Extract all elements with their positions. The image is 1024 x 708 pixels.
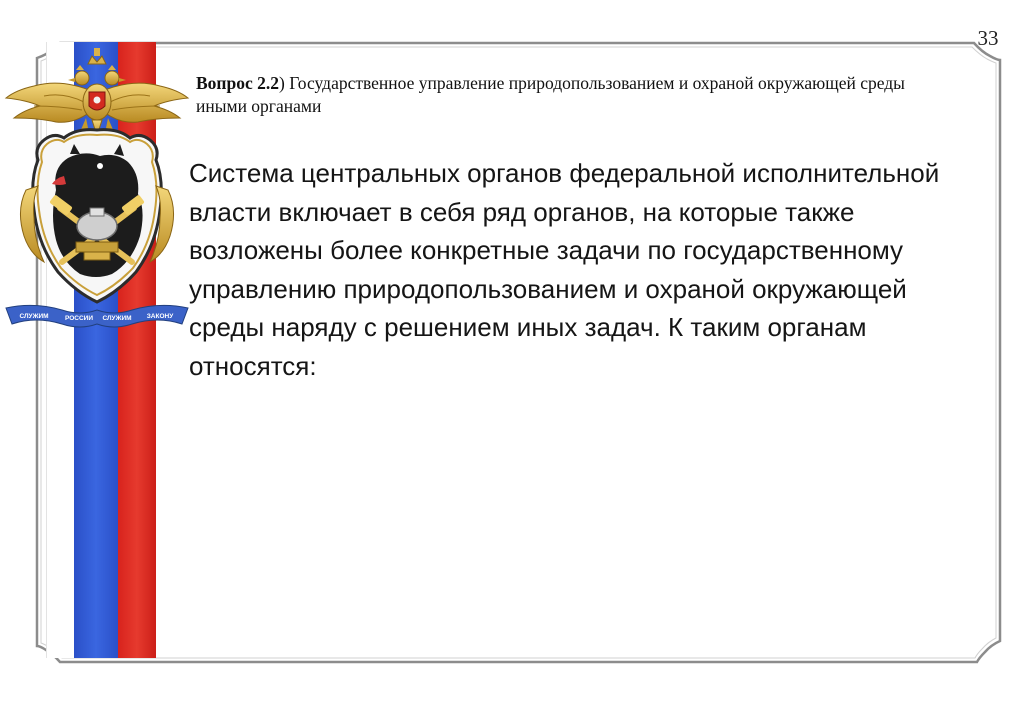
svg-text:ЗАКОНУ: ЗАКОНУ <box>146 313 174 320</box>
question-heading <box>196 72 916 118</box>
question-paren: ) <box>279 73 285 93</box>
body-paragraph: Система центральных органов федеральной исполнительной власти включает в себя ряд органов, на которые также возложены более конкретные задачи по государственному управлению природопользованием и охраной окружающей среды наряду с решением иных задач. К таким органам относятся: <box>189 158 940 381</box>
emblem-bear-shield-icon <box>4 40 190 340</box>
motto-ribbon <box>6 305 188 327</box>
double-headed-eagle-icon <box>6 48 188 136</box>
page-number: 33 <box>977 26 999 50</box>
question-text: Государственное управление природопользованием и охраной окружающей среды иными органами <box>196 73 905 116</box>
svg-text:СЛУЖИМ: СЛУЖИМ <box>102 315 132 322</box>
svg-text:СЛУЖИМ: СЛУЖИМ <box>19 313 49 320</box>
svg-text:РОССИИ: РОССИИ <box>64 315 94 322</box>
question-label: Вопрос 2.2 <box>196 73 280 93</box>
